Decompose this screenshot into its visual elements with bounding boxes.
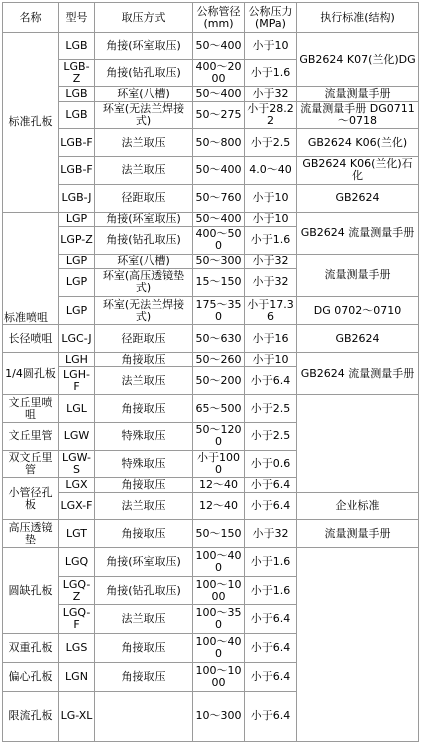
diameter-cell: 65～500 [193, 395, 245, 423]
method-cell: 角接取压 [95, 634, 193, 663]
model-cell: LGB-F [59, 157, 95, 185]
col-header-nominal-pressure: 公称压力 (MPa) [245, 3, 297, 33]
model-cell: LGP [59, 254, 95, 268]
table-row [3, 492, 419, 520]
method-cell: 环室(八槽) [95, 87, 193, 101]
pressure-cell: 小于1.6 [245, 226, 297, 254]
model-cell: LGX-F [59, 492, 95, 520]
model-cell: LGQ-Z [59, 576, 95, 605]
group-name: 长径喷咀 [3, 325, 59, 353]
diameter-cell: 10～300 [193, 691, 245, 741]
table-row [3, 254, 419, 268]
pressure-cell: 小于32 [245, 87, 297, 101]
diameter-cell: 400～500 [193, 226, 245, 254]
group-name: 圆缺孔板 [3, 548, 59, 634]
method-cell: 角接(环室取压) [95, 33, 193, 60]
diameter-cell: 12～40 [193, 478, 245, 492]
method-cell: 角接(环室取压) [95, 548, 193, 577]
diameter-cell: 50～760 [193, 184, 245, 212]
pressure-cell: 小于2.5 [245, 395, 297, 423]
diameter-cell: 50～150 [193, 520, 245, 548]
col-header-standard: 执行标准(结构) [297, 3, 419, 33]
standard-cell: 流量测量手册 [297, 520, 419, 548]
method-cell: 环室(八槽) [95, 254, 193, 268]
diameter-cell: 50～275 [193, 101, 245, 129]
diameter-cell: 50～1200 [193, 422, 245, 450]
pressure-cell: 小于2.5 [245, 129, 297, 157]
diameter-cell: 100～1000 [193, 662, 245, 691]
method-cell: 法兰取压 [95, 605, 193, 634]
method-cell: 径距取压 [95, 325, 193, 353]
method-cell: 角接取压 [95, 353, 193, 367]
diameter-cell: 15～150 [193, 268, 245, 296]
pressure-cell: 小于32 [245, 254, 297, 268]
diameter-cell: 175～350 [193, 296, 245, 325]
method-cell: 特殊取压 [95, 450, 193, 478]
orifice-spec-table [2, 2, 419, 742]
method-cell: 环室(高压透镜垫式) [95, 268, 193, 296]
table-row [3, 520, 419, 548]
pressure-cell: 小于1.6 [245, 576, 297, 605]
method-cell: 角接取压 [95, 662, 193, 691]
model-cell: LGN [59, 662, 95, 691]
model-cell: LGC-J [59, 325, 95, 353]
diameter-cell: 50～300 [193, 254, 245, 268]
model-cell: LGB-Z [59, 59, 95, 87]
model-cell: LGB-J [59, 184, 95, 212]
standard-cell: GB2624 K06(兰化)石化 [297, 157, 419, 185]
pressure-cell: 小于10 [245, 212, 297, 226]
col-header-tap-method: 取压方式 [95, 3, 193, 33]
group-name: 偏心孔板 [3, 662, 59, 691]
method-cell: 法兰取压 [95, 492, 193, 520]
header-row [3, 3, 419, 33]
group-name: 文丘里管 [3, 422, 59, 450]
method-cell: 环室(无法兰焊接式) [95, 101, 193, 129]
table-row [3, 395, 419, 423]
group-name: 高压透镜垫 [3, 520, 59, 548]
method-cell: 角接(环室取压) [95, 212, 193, 226]
table-row [3, 87, 419, 101]
method-cell: 特殊取压 [95, 422, 193, 450]
model-cell: LGL [59, 395, 95, 423]
model-cell: LGT [59, 520, 95, 548]
method-cell: 角接取压 [95, 395, 193, 423]
model-cell: LGP-Z [59, 226, 95, 254]
diameter-cell: 100～1000 [193, 576, 245, 605]
diameter-cell: 100～350 [193, 605, 245, 634]
model-cell: LGP [59, 268, 95, 296]
standard-cell: 企业标准 [297, 492, 419, 520]
col-header-model: 型号 [59, 3, 95, 33]
pressure-cell: 小于10 [245, 33, 297, 60]
standard-cell: 流量测量手册 [297, 87, 419, 101]
diameter-cell: 50～260 [193, 353, 245, 367]
model-cell: LGP [59, 212, 95, 226]
method-cell: 法兰取压 [95, 129, 193, 157]
pressure-cell: 小于6.4 [245, 478, 297, 492]
pressure-cell: 小于6.4 [245, 492, 297, 520]
pressure-cell: 小于10 [245, 353, 297, 367]
model-cell: LGB-F [59, 129, 95, 157]
diameter-cell: 50～800 [193, 129, 245, 157]
standard-cell: 流量测量手册 DG0711～0718 [297, 101, 419, 129]
pressure-cell: 小于0.6 [245, 450, 297, 478]
table-row [3, 353, 419, 367]
standard-cell: DG 0702～0710 [297, 296, 419, 325]
diameter-cell: 50～400 [193, 33, 245, 60]
standard-cell: GB2624 K07(兰化)DG [297, 33, 419, 87]
model-cell: LGQ-F [59, 605, 95, 634]
method-cell: 法兰取压 [95, 367, 193, 395]
model-cell: LGW-S [59, 450, 95, 478]
group-name: 文丘里喷咀 [3, 395, 59, 423]
pressure-cell: 小于6.4 [245, 367, 297, 395]
standard-cell: 流量测量手册 [297, 254, 419, 296]
method-cell: 角接取压 [95, 478, 193, 492]
model-cell: LGH-F [59, 367, 95, 395]
method-cell: 角接取压 [95, 520, 193, 548]
group-name: 标准孔板 [3, 33, 59, 213]
pressure-cell: 小于28.22 [245, 101, 297, 129]
diameter-cell: 100～400 [193, 548, 245, 577]
group-name: 1/4圆孔板 [3, 353, 59, 395]
pressure-cell: 小于32 [245, 268, 297, 296]
diameter-cell: 50～400 [193, 87, 245, 101]
standard-cell: GB2624 [297, 325, 419, 353]
group-name: 限流孔板 [3, 691, 59, 741]
method-cell: 法兰取压 [95, 157, 193, 185]
standard-cell: GB2624 流量测量手册 [297, 212, 419, 254]
table-row [3, 212, 419, 226]
table-row [3, 548, 419, 577]
method-cell [95, 691, 193, 741]
model-cell: LGX [59, 478, 95, 492]
pressure-cell: 小于17.36 [245, 296, 297, 325]
table-row [3, 157, 419, 185]
method-cell: 径距取压 [95, 184, 193, 212]
standard-cell: GB2624 [297, 184, 419, 212]
model-cell: LGP [59, 296, 95, 325]
standard-cell-empty [297, 548, 419, 742]
pressure-cell: 4.0～40 [245, 157, 297, 185]
pressure-cell: 小于6.4 [245, 605, 297, 634]
pressure-cell: 小于10 [245, 184, 297, 212]
pressure-cell: 小于1.6 [245, 548, 297, 577]
table-row [3, 33, 419, 60]
pressure-cell: 小于6.4 [245, 662, 297, 691]
pressure-cell: 小于6.4 [245, 634, 297, 663]
model-cell: LGB [59, 101, 95, 129]
diameter-cell: 12～40 [193, 492, 245, 520]
diameter-cell: 100～400 [193, 634, 245, 663]
table-row [3, 129, 419, 157]
col-header-name: 名称 [3, 3, 59, 33]
model-cell: LGB [59, 33, 95, 60]
pressure-cell: 小于32 [245, 520, 297, 548]
diameter-cell: 50～400 [193, 157, 245, 185]
pressure-cell: 小于1.6 [245, 59, 297, 87]
diameter-cell: 50～200 [193, 367, 245, 395]
method-cell: 角接(钻孔取压) [95, 576, 193, 605]
pressure-cell: 小于6.4 [245, 691, 297, 741]
group-name: 小管径孔板 [3, 478, 59, 520]
group-name: 标准喷咀 [3, 212, 59, 325]
model-cell: LGH [59, 353, 95, 367]
standard-cell-empty [297, 395, 419, 492]
col-header-nominal-diameter: 公称管径 (mm) [193, 3, 245, 33]
group-name: 双重孔板 [3, 634, 59, 663]
table-row [3, 296, 419, 325]
table-row [3, 101, 419, 129]
diameter-cell: 50～400 [193, 212, 245, 226]
table-row [3, 184, 419, 212]
pressure-cell: 小于2.5 [245, 422, 297, 450]
standard-cell: GB2624 流量测量手册 [297, 353, 419, 395]
model-cell: LG-XL [59, 691, 95, 741]
standard-cell: GB2624 K06(兰化) [297, 129, 419, 157]
table-row [3, 325, 419, 353]
method-cell: 环室(无法兰焊接式) [95, 296, 193, 325]
diameter-cell: 小于1000 [193, 450, 245, 478]
model-cell: LGW [59, 422, 95, 450]
model-cell: LGB [59, 87, 95, 101]
pressure-cell: 小于16 [245, 325, 297, 353]
group-name: 双文丘里管 [3, 450, 59, 478]
method-cell: 角接(钻孔取压) [95, 59, 193, 87]
model-cell: LGQ [59, 548, 95, 577]
method-cell: 角接(钻孔取压) [95, 226, 193, 254]
diameter-cell: 400～2000 [193, 59, 245, 87]
model-cell: LGS [59, 634, 95, 663]
diameter-cell: 50～630 [193, 325, 245, 353]
